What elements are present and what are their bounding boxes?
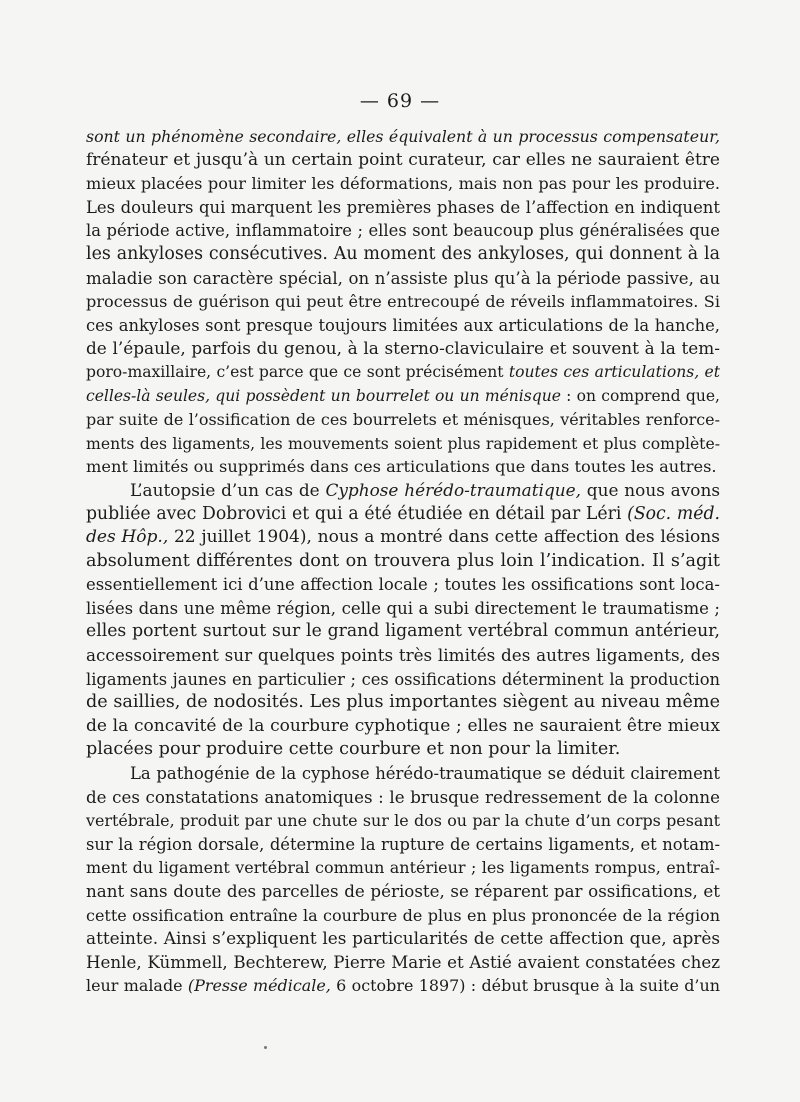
text-run: sur la région dorsale, détermine la rupture de certains ligaments, et notam- [86,834,720,854]
italic-text: (Presse médicale, [187,976,331,996]
text-run: de ces constatations anatomiques : le brusque redressement de la colonne [86,787,720,807]
text-line [86,267,720,291]
text-run: absolument différentes dont on trouvera plus loin l’indication. Il s’agit [86,550,720,571]
text-run: atteinte. Ainsi s’expliquent les particularités de cette affection que, après [86,928,720,949]
page-number: — 69 — [359,90,441,112]
text-run: essentiellement ici d’une affection locale ; toutes les ossifications sont loca- [86,575,720,595]
text-line [86,149,720,173]
text-line [86,314,720,338]
text-run: vertébrale, produit par une chute sur le dos ou par la chute d’un corps pesant [86,811,720,831]
text-run: que nous avons [581,479,720,500]
body-text [86,125,720,998]
text-run: maladie son caractère spécial, on n’assiste plus qu’à la période passive, au [86,268,720,288]
paper-speck [264,1046,267,1049]
text-line [86,526,720,550]
text-run: les ankyloses consécutives. Au moment des ankyloses, qui donnent à la [86,243,720,264]
text-line [86,432,720,456]
text-run: lisées dans une même région, celle qui a subi directement le traumatisme ; [86,598,720,618]
italic-text: celles-là seules, qui possèdent un bourrelet ou un ménisque [86,386,561,405]
text-run: nant sans doute des parcelles de périoste, se réparent par ossifications, et [86,881,720,901]
italic-text: Cyphose hérédo-traumatique, [325,479,581,500]
text-run: elles portent surtout sur le grand ligament vertébral commun antérieur, [86,621,720,642]
text-line [86,833,720,857]
text-run: de saillies, de nodosités. Les plus importantes siègent au niveau même [86,692,720,713]
text-line [86,951,720,975]
text-run: publiée avec Dobrovici et qui a été étudiée en détail par Léri [86,503,628,524]
text-line [86,786,720,810]
text-run: L’autopsie d’un cas de [130,479,326,500]
text-run: cette ossification entraîne la courbure de plus en plus prononcée de la région [86,905,720,925]
text-line [86,408,720,432]
text-run: Henle, Kümmell, Bechterew, Pierre Marie et Astié avaient constatées chez [86,952,720,972]
text-run: ments des ligaments, les mouvements soient plus rapidement et plus complète- [86,433,720,453]
text-run: placées pour produire cette courbure et non pour la limiter. [86,739,621,760]
text-line [86,904,720,928]
text-line [86,974,720,998]
text-line [86,125,720,149]
text-line [86,361,720,385]
text-run: ligaments jaunes en particulier ; ces ossifications déterminent la production [86,669,720,689]
italic-text: des Hôp., [86,527,169,548]
text-run: ment limités ou supprimés dans ces articulations que dans toutes les autres. [86,457,717,477]
text-line [86,856,720,880]
text-line [86,809,720,833]
text-run: accessoirement sur quelques points très limités des autres ligaments, des [86,645,720,666]
text-line [86,503,720,527]
text-line [86,644,720,668]
paragraph [86,479,720,762]
text-line [86,880,720,904]
text-run: frénateur et jusqu’à un certain point curateur, car elles ne sauraient être [86,149,720,170]
paragraph [86,125,720,479]
text-line [86,620,720,644]
text-run: de la concavité de la courbure cyphotique ; elles ne sauraient être mieux [86,715,720,736]
text-line [86,219,720,243]
text-run: ces ankyloses sont presque toujours limitées aux articulations de la hanche, [86,315,720,335]
text-run: processus de guérison qui peut être entrecoupé de réveils inflammatoires. Si [86,292,720,312]
text-line [86,172,720,196]
text-line [86,243,720,267]
text-run: ment du ligament vertébral commun antérieur ; les ligaments rompus, entraî- [86,858,720,878]
text-line [86,668,720,692]
text-run: 22 juillet 1904), nous a montré dans cette affection des lésions [168,527,720,548]
text-line [86,455,720,479]
text-line [86,927,720,951]
italic-text: sont un phénomène secondaire, elles équivalent à un processus compensateur, [86,127,720,146]
text-line [86,196,720,220]
text-line [86,573,720,597]
text-line [86,550,720,574]
text-line [86,290,720,314]
italic-text: toutes ces articulations, et [508,362,720,381]
text-line [86,691,720,715]
text-run: leur malade [86,976,188,996]
text-line [86,479,720,503]
text-run: Les douleurs qui marquent les premières phases de l’affection en indiquent [86,197,720,217]
text-line [86,385,720,409]
italic-text: (Soc. méd. [627,503,720,524]
text-run: mieux placées pour limiter les déformations, mais non pas pour les produire. [86,174,720,194]
text-line [86,738,720,762]
text-line [86,597,720,621]
paragraph [86,762,720,998]
text-run: : on comprend que, [560,386,720,405]
text-line [86,762,720,786]
text-run: de l’épaule, parfois du genou, à la sterno-claviculaire et souvent à la tem- [86,338,720,359]
text-line [86,715,720,739]
text-run: la période active, inflammatoire ; elles sont beaucoup plus généralisées que [86,221,720,241]
text-run: poro-maxillaire, c’est parce que ce sont précisément [86,362,509,381]
text-run: La pathogénie de la cyphose hérédo-traumatique se déduit clairement [130,764,720,784]
text-run: par suite de l’ossification de ces bourrelets et ménisques, véritables renforce- [86,410,720,430]
text-line [86,337,720,361]
text-run: 6 octobre 1897) : début brusque à la suite d’un [330,976,720,996]
